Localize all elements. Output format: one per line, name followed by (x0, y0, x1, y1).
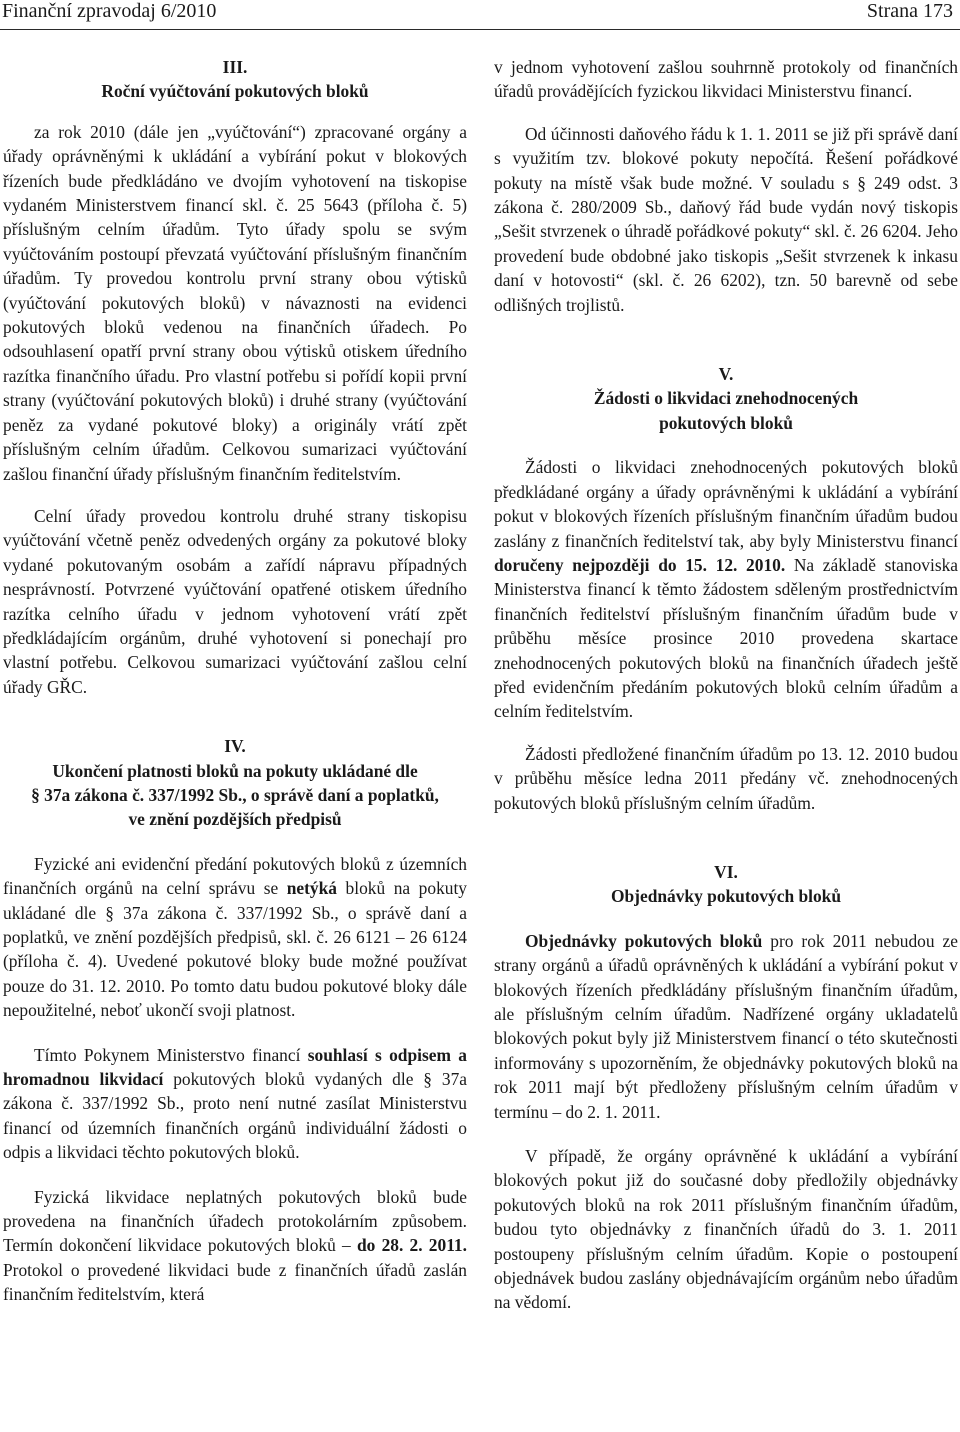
right-column (494, 55, 958, 1315)
emphasis: souhlasí s odpisem a hromadnou likvidací (3, 1044, 467, 1090)
section-4-paragraph-1 (3, 852, 467, 1023)
tax-code-paragraph: Od účinnosti daňového řádu k 1. 1. 2011 se již při správě daní s využitím tzv. blokové pokuty nepočítá. Řešení pořádkové pokuty na místě však bude možné. V souladu s § 249 odst. 3 zákona č. 280/2009 Sb., daňový řád bude vydán nový tiskopis „Sešit stvrzenek o úhradě pořádkové pokuty“ skl. č. 26 6204. Jeho provedení bude obdobné jako tiskopis „Sešit stvrzenek k inkasu daní v hotovosti“ (skl. č. 26 6202), tzn. 50 barevně od sebe odlišných trojlistů. (494, 123, 958, 315)
emphasis: doručeny nejpozději do 15. 12. 2010. (494, 554, 786, 575)
section-4-paragraph-2 (3, 1043, 467, 1165)
text-run: Fyzická likvidace neplatných pokutových bloků bude provedena na finančních úřadech protokolárním způsobem. Termín dokončení likvidace pokutových bloků – (3, 1186, 467, 1256)
section-5-title-line-2: pokutových bloků (659, 412, 793, 433)
journal-title: Finanční zpravodaj 6/2010 (2, 0, 217, 22)
section-4-title-line-2 (3, 783, 467, 807)
text-run: Žádosti o likvidaci znehodnocených pokutových bloků předkládané orgány a úřady oprávněnými k ukládání a vybírání pokut v blokových řízeních příslušným finančním úřadům budou zaslány z finančních ředitelství tak, aby byly Ministerstvu financí (494, 457, 958, 551)
emphasis: Objednávky pokutových bloků (525, 930, 763, 951)
text-run: pokutových bloků vydaných dle § 37a zákona č. 337/1992 Sb., proto není nutné zasílat Ministerstvu financí od územních finančních orgánů individuální žádosti o odpis a likvidaci těchto pokutových bloků. (3, 1069, 467, 1163)
section-6-number: VI. (714, 861, 738, 882)
text-run: bloků na pokuty ukládané dle § 37a zákona č. 337/1992 Sb., o správě daní a poplatků, ve znění pozdějších předpisů, skl. č. 26 6121 – 26 6124 (příloha č. 4). Uvedené pokutové bloky bude možné používat pouze do 31. 12. 2010. Po tomto datu budou pokutové bloky dále nepoužitelné, neboť ukončí svoji platnost. (3, 878, 467, 1021)
text-run: pro rok 2011 nebudou ze strany orgánů a úřadů oprávněných k ukládání a vybírání pokut v blokových řízeních předkládány příslušným finančním úřadům, ale příslušným celním úřadům. Nadřízené orgány ukladatelů blokových pokut byly již Ministerstvem financí o této skutečnosti informovány s upozorněním, že objednávky pokutových bloků na rok 2011 mají být předloženy příslušným celním úřadům v termínu – do 2. 1. 2011. (494, 930, 958, 1122)
text-run: Fyzické ani evidenční předání pokutových bloků z územních finančních orgánů na celní správu se (3, 853, 467, 899)
section-4-paragraph-3 (3, 1185, 467, 1307)
section-4-title-line-1: Ukončení platnosti bloků na pokuty ukládané dle (52, 760, 418, 781)
section-5-paragraph-2: Žádosti předložené finančním úřadům po 13. 12. 2010 budou v průběhu měsíce ledna 2011 předány vč. znehodnocených pokutových bloků příslušným celním úřadům. (494, 743, 958, 813)
section-5-title-line-1: Žádosti o likvidaci znehodnocených (593, 388, 859, 409)
section-3-paragraph-2: Celní úřady provedou kontrolu druhé strany tiskopisu vyúčtování včetně peněz odvedených orgány za pokutové bloky vydané pokutovaným osobám a zařídí nápravu případných nesprávností. Potvrzené vyúčtování opatřené otiskem úředního razítka celního úřadu v jednom vyhotovení vrátí zpět předkládajícím orgánům, druhé vyhotovení si ponechají pro vlastní potřebu. Celkovou sumarizaci vyúčtování zašlou celní úřady GŘC. (3, 505, 467, 697)
left-column (3, 55, 467, 1307)
section-5-paragraph-1 (494, 455, 958, 723)
section-4-number: IV. (224, 736, 246, 757)
text-run: Tímto Pokynem Ministerstvo financí (34, 1044, 308, 1065)
text-run: Protokol o provedené likvidaci bude z finančních úřadů zaslán finančním ředitelstvím, která (3, 1259, 467, 1305)
section-4-title-line-3: ve znění pozdějších předpisů (128, 809, 342, 830)
section-4-law-name: , o správě daní a poplatků, (242, 784, 439, 805)
section-6-paragraph-2: V případě, že orgány oprávněné k ukládání a vybírání blokových pokut již do současné doby předložily objednávky pokutových bloků na rok 2011 příslušným finančním úřadům, budou tyto objednávky z finančních úřadů do 3. 1. 2011 postoupeny příslušným celním úřadům. Kopie o postoupení objednávek budou zaslány objednávajícím orgánům nebo úřadům na vědomí. (494, 1146, 958, 1313)
header-divider (0, 29, 960, 30)
section-6-title: Objednávky pokutových bloků (610, 886, 842, 907)
section-5-number: V. (718, 364, 734, 385)
page-number: Strana 173 (866, 0, 953, 22)
section-3-number: III. (222, 57, 248, 77)
emphasis: netýká (286, 878, 337, 899)
text-run: Na základě stanoviska Ministerstva financí k těmto žádostem sděleným prostřednictvím finančních ředitelství příslušným finančním úřadům bude v průběhu měsíce prosince 2010 provedena skartace znehodnocených pokutových bloků na finančních úřadech ještě před evidenčním předáním pokutových bloků celním úřadům a celním ředitelstvím. (494, 554, 958, 722)
section-3-paragraph-1: za rok 2010 (dále jen „vyúčtování“) zpracované orgány a úřady oprávněnými k ukládání a vybírání pokut v blokových řízeních bude předkládáno ve dvojím vyhotovení na tiskopise vydaném Ministerstvem financí skl. č. 25 5643 (příloha č. 5) příslušným celním úřadům. Tyto úřady spolu se svým vyúčtováním postoupí převzatá vyúčtování příslušným finančním úřadům. Ty provedou kontrolu první strany obou výtisků (vyúčtování pokutových bloků) v návaznosti na evidenci pokutových bloků vedenou na finančních úřadech. Po odsouhlasení opatří první strany obou výtisků otiskem úředního razítka finančního úřadu. Pro vlastní potřebu si pořídí kopii první strany (vyúčtování pokutových bloků) i druhé strany (vyúčtování peněz za vydané pokutové bloky) a originály vrátí zpět příslušným celním úřadům. Celkovou sumarizaci vyúčtování zašlou finanční úřady příslušným finančním ředitelstvím. (3, 121, 467, 484)
section-6-paragraph-1 (494, 929, 958, 1124)
continued-paragraph: v jednom vyhotovení zašlou souhrnně protokoly od finančních úřadů provádějících fyzickou likvidaci Ministerstvu financí. (494, 57, 958, 102)
section-4-law-ref: § 37a zákona č. 337/1992 Sb. (31, 784, 243, 805)
emphasis: do 28. 2. 2011. (356, 1235, 467, 1256)
section-3-title: Roční vyúčtování pokutových bloků (101, 81, 369, 102)
page-header (0, 0, 960, 36)
